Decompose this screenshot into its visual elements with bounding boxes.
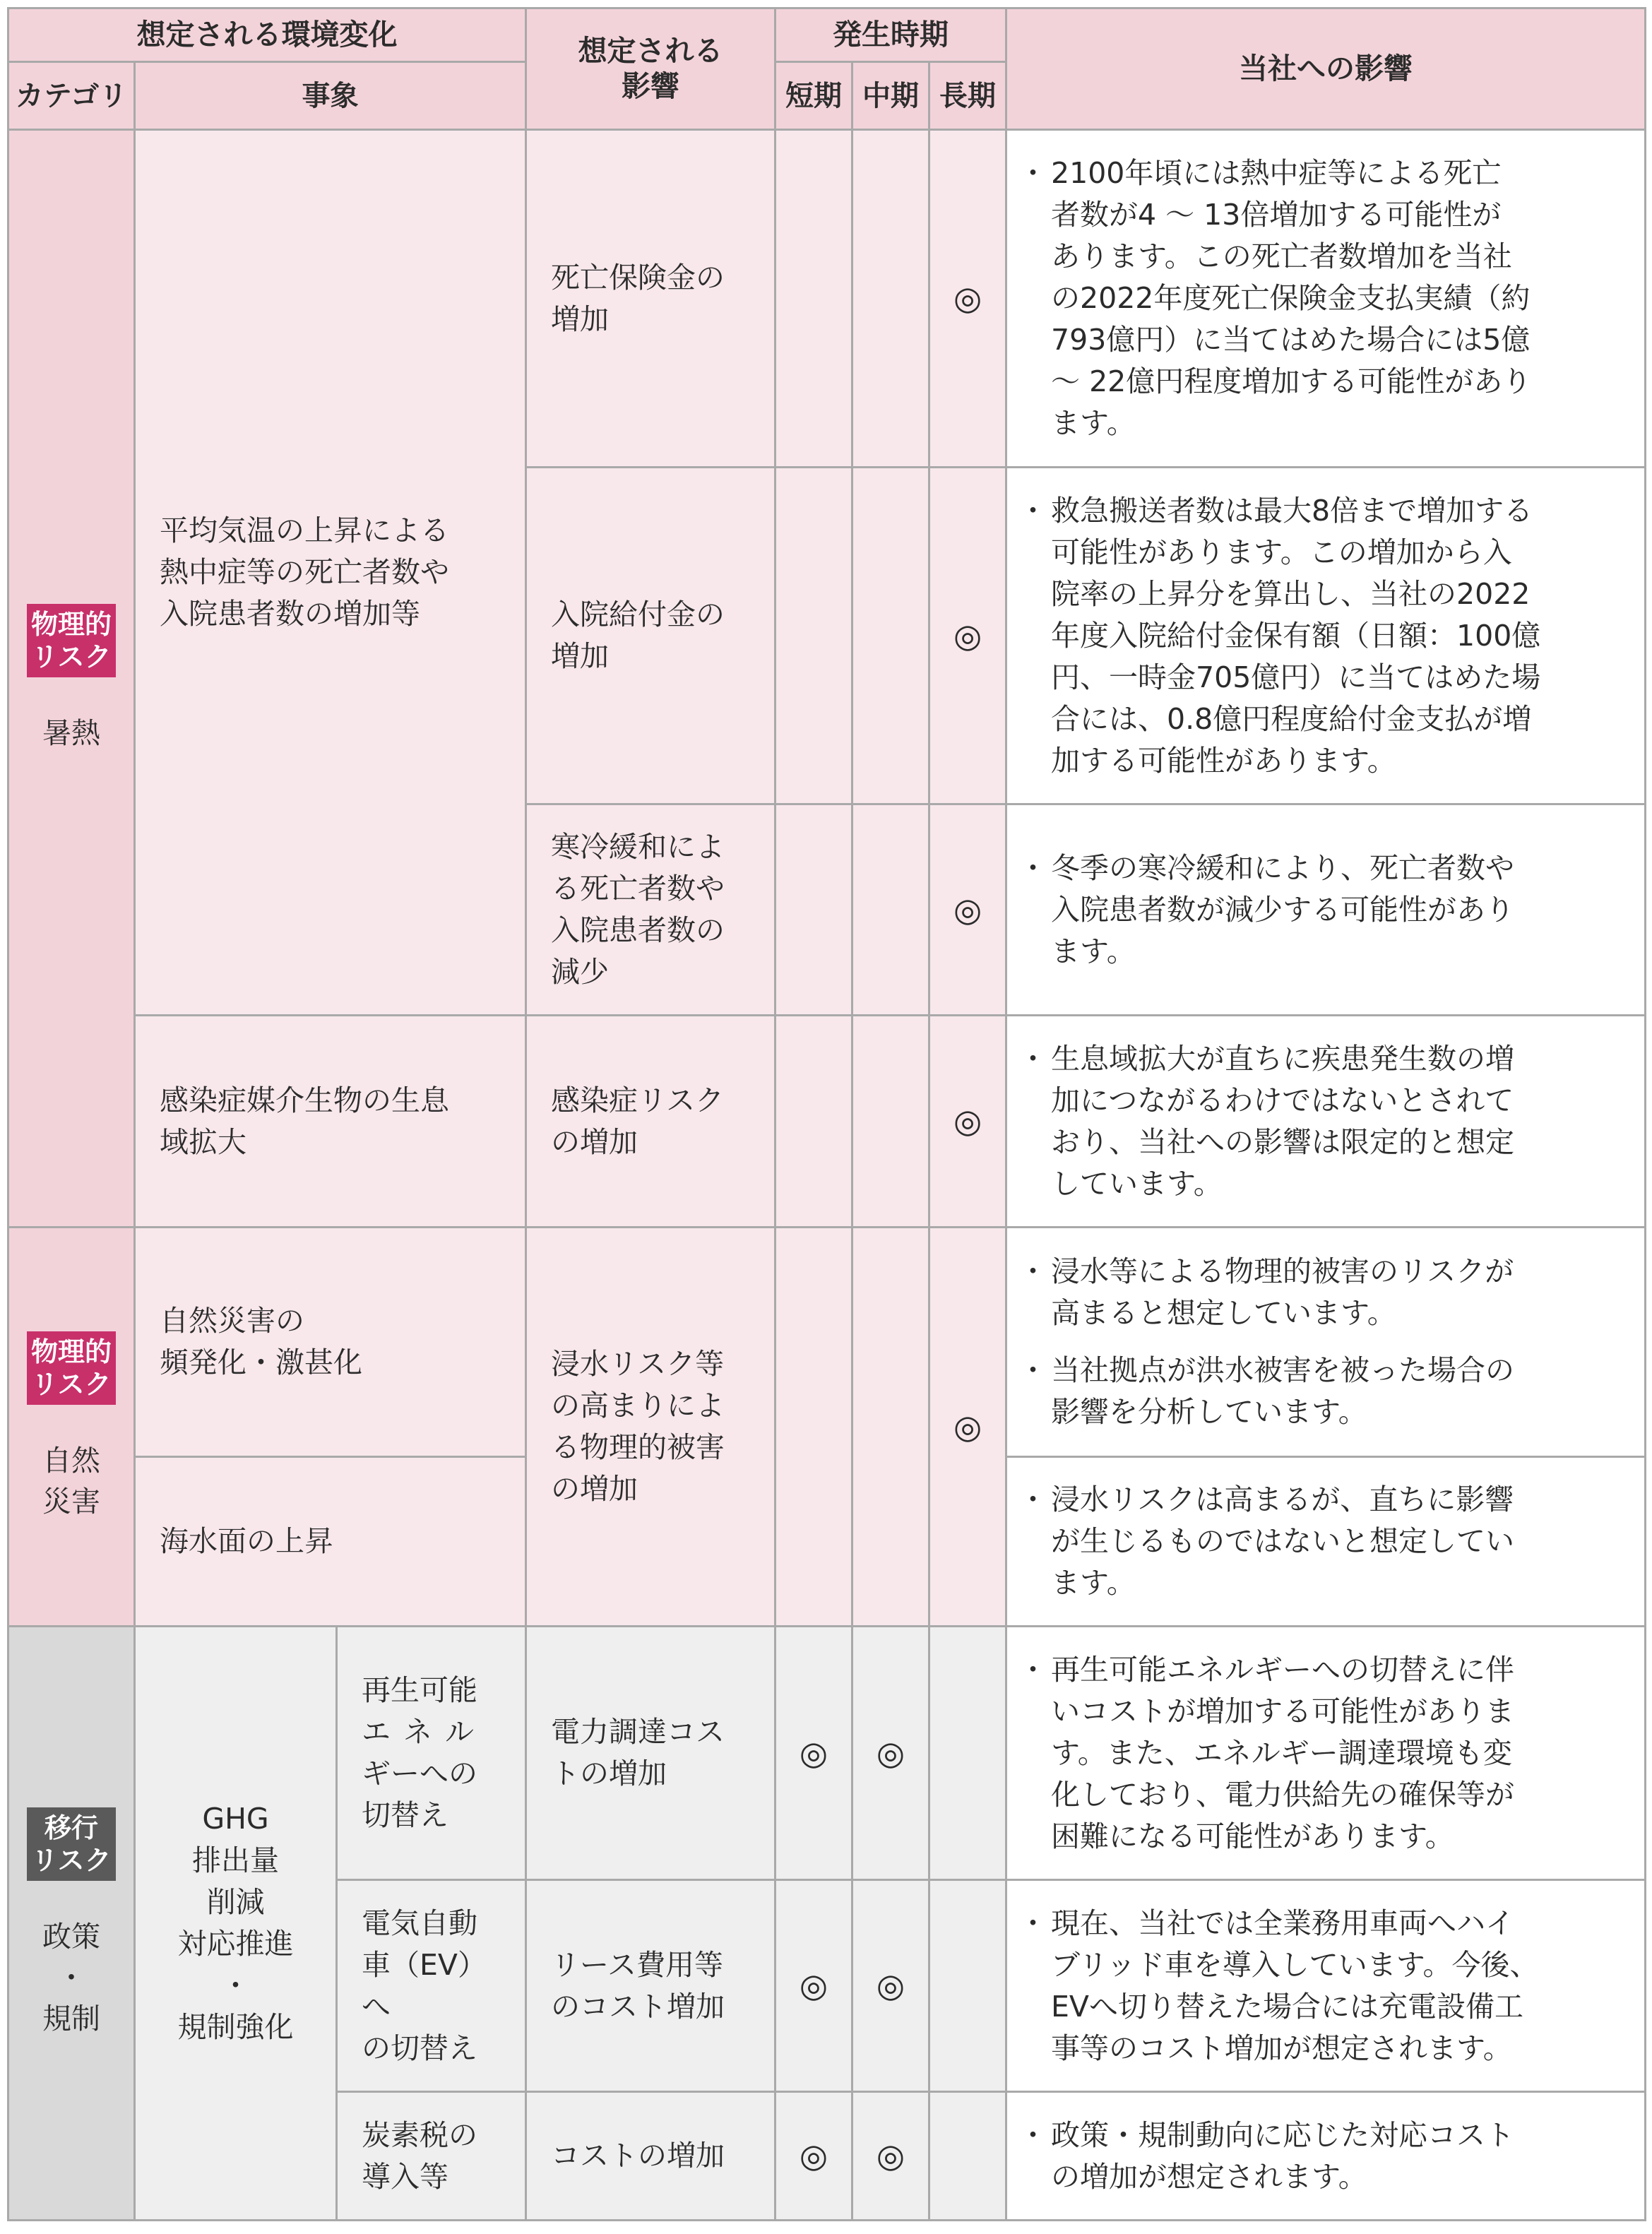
company-impact-note: ・ 冬季の寒冷緩和により、死亡者数や 入院患者数が減少する可能性があり ます。 <box>1006 804 1646 1016</box>
long-term-mark: ◎ <box>929 1228 1006 1627</box>
company-impact-note: ・ 浸水リスクは高まるが、直ちに影響 が生じるものではないと想定してい ます。 <box>1006 1457 1646 1627</box>
company-impact-note: ・ 救急搬送者数は最大8倍まで増加する 可能性があります。この増加から入 院率の上昇分を算出し、当社の2022 年度入院給付金保有額（日額：100億 円、一時金705億円）に当てはめた場 合には、0.8億円程度給付金支払が増 加する可能性があります。 <box>1006 468 1646 804</box>
mid-term-mark: ◎ <box>852 1627 929 1880</box>
category-policy: 移行 リスク 政策 ・ 規制 <box>8 1627 135 2221</box>
header-impact: 想定される影響 <box>526 8 776 130</box>
short-term-cell <box>776 1228 852 1627</box>
header-event: 事象 <box>135 62 526 130</box>
event-cell: GHG 排出量 削減 対応推進 ・ 規制強化 <box>135 1627 337 2221</box>
mid-term-mark: ◎ <box>852 1880 929 2092</box>
company-impact-note: ・ 浸水等による物理的被害のリスクが 高まると想定しています。 ・ 当社拠点が洪水被害を被った場合の 影響を分析しています。 <box>1006 1228 1646 1457</box>
impact-cell: リース費用等 のコスト増加 <box>526 1880 776 2092</box>
mid-term-mark: ◎ <box>852 2092 929 2221</box>
header-env-change: 想定される環境変化 <box>8 8 526 62</box>
short-term-mark: ◎ <box>776 1627 852 1880</box>
short-term-cell <box>776 468 852 804</box>
event-cell: 自然災害の 頻発化・激甚化 <box>135 1228 526 1457</box>
category-disaster: 物理的 リスク 自然 災害 <box>8 1228 135 1627</box>
short-term-mark: ◎ <box>776 2092 852 2221</box>
header-company-impact: 当社への影響 <box>1006 8 1646 130</box>
short-term-cell <box>776 804 852 1016</box>
header-long: 長期 <box>929 62 1006 130</box>
mid-term-cell <box>852 130 929 468</box>
header-mid: 中期 <box>852 62 929 130</box>
company-impact-note: ・ 政策・規制動向に応じた対応コスト の増加が想定されます。 <box>1006 2092 1646 2221</box>
long-term-cell <box>929 1627 1006 1880</box>
impact-cell: 入院給付金の 増加 <box>526 468 776 804</box>
event-cell: 海水面の上昇 <box>135 1457 526 1627</box>
mid-term-cell <box>852 1016 929 1228</box>
category-name: 暑熱 <box>42 715 100 750</box>
transition-risk-badge: 移行 リスク <box>27 1807 115 1881</box>
impact-cell: コストの増加 <box>526 2092 776 2221</box>
physical-risk-badge: 物理的 リスク <box>27 604 116 677</box>
long-term-mark: ◎ <box>929 804 1006 1016</box>
climate-risk-table <box>7 7 1646 2221</box>
impact-cell: 寒冷緩和によ る死亡者数や 入院患者数の 減少 <box>526 804 776 1016</box>
header-short: 短期 <box>776 62 852 130</box>
long-term-mark: ◎ <box>929 468 1006 804</box>
event-cell: 感染症媒介生物の生息 域拡大 <box>135 1016 526 1228</box>
long-term-cell <box>929 2092 1006 2221</box>
company-impact-note: ・ 現在、当社では全業務用車両へハイ ブリッド車を導入しています。今後、 EVへ切り替えた場合には充電設備工 事等のコスト増加が想定されます。 <box>1006 1880 1646 2092</box>
company-impact-note: ・ 再生可能エネルギーへの切替えに伴 いコストが増加する可能性がありま す。また、エネルギー調達環境も変 化しており、電力供給先の確保等が 困難になる可能性があります。 <box>1006 1627 1646 1880</box>
sub-event-cell: 電気自動 車（EV）へ の切替え <box>337 1880 526 2092</box>
company-impact-note: ・ 2100年頃には熱中症等による死亡 者数が4 ～ 13倍増加する可能性が あります。この死亡者数増加を当社 の2022年度死亡保険金支払実績（約 793億円）に当てはめた場合には5億 ～ 22億円程度増加する可能性があり ます。 <box>1006 130 1646 468</box>
category-heat <box>8 130 135 1228</box>
header-timing: 発生時期 <box>776 8 1006 62</box>
physical-risk-badge: 物理的 リスク <box>27 1331 116 1405</box>
impact-cell: 感染症リスク の増加 <box>526 1016 776 1228</box>
short-term-mark: ◎ <box>776 1880 852 2092</box>
short-term-cell <box>776 130 852 468</box>
header-category: カテゴリ <box>8 62 135 130</box>
mid-term-cell <box>852 468 929 804</box>
long-term-mark: ◎ <box>929 130 1006 468</box>
mid-term-cell <box>852 1228 929 1627</box>
long-term-mark: ◎ <box>929 1016 1006 1228</box>
sub-event-cell: 再生可能 エネル ギーへの 切替え <box>337 1627 526 1880</box>
impact-cell: 電力調達コス トの増加 <box>526 1627 776 1880</box>
impact-cell: 浸水リスク等 の高まりによ る物理的被害 の増加 <box>526 1228 776 1627</box>
event-cell: 平均気温の上昇による 熱中症等の死亡者数や 入院患者数の増加等 <box>135 130 526 1016</box>
impact-cell: 死亡保険金の 増加 <box>526 130 776 468</box>
long-term-cell <box>929 1880 1006 2092</box>
short-term-cell <box>776 1016 852 1228</box>
mid-term-cell <box>852 804 929 1016</box>
company-impact-note: ・ 生息域拡大が直ちに疾患発生数の増 加につながるわけではないとされて おり、当社への影響は限定的と想定 しています。 <box>1006 1016 1646 1228</box>
sub-event-cell: 炭素税の 導入等 <box>337 2092 526 2221</box>
